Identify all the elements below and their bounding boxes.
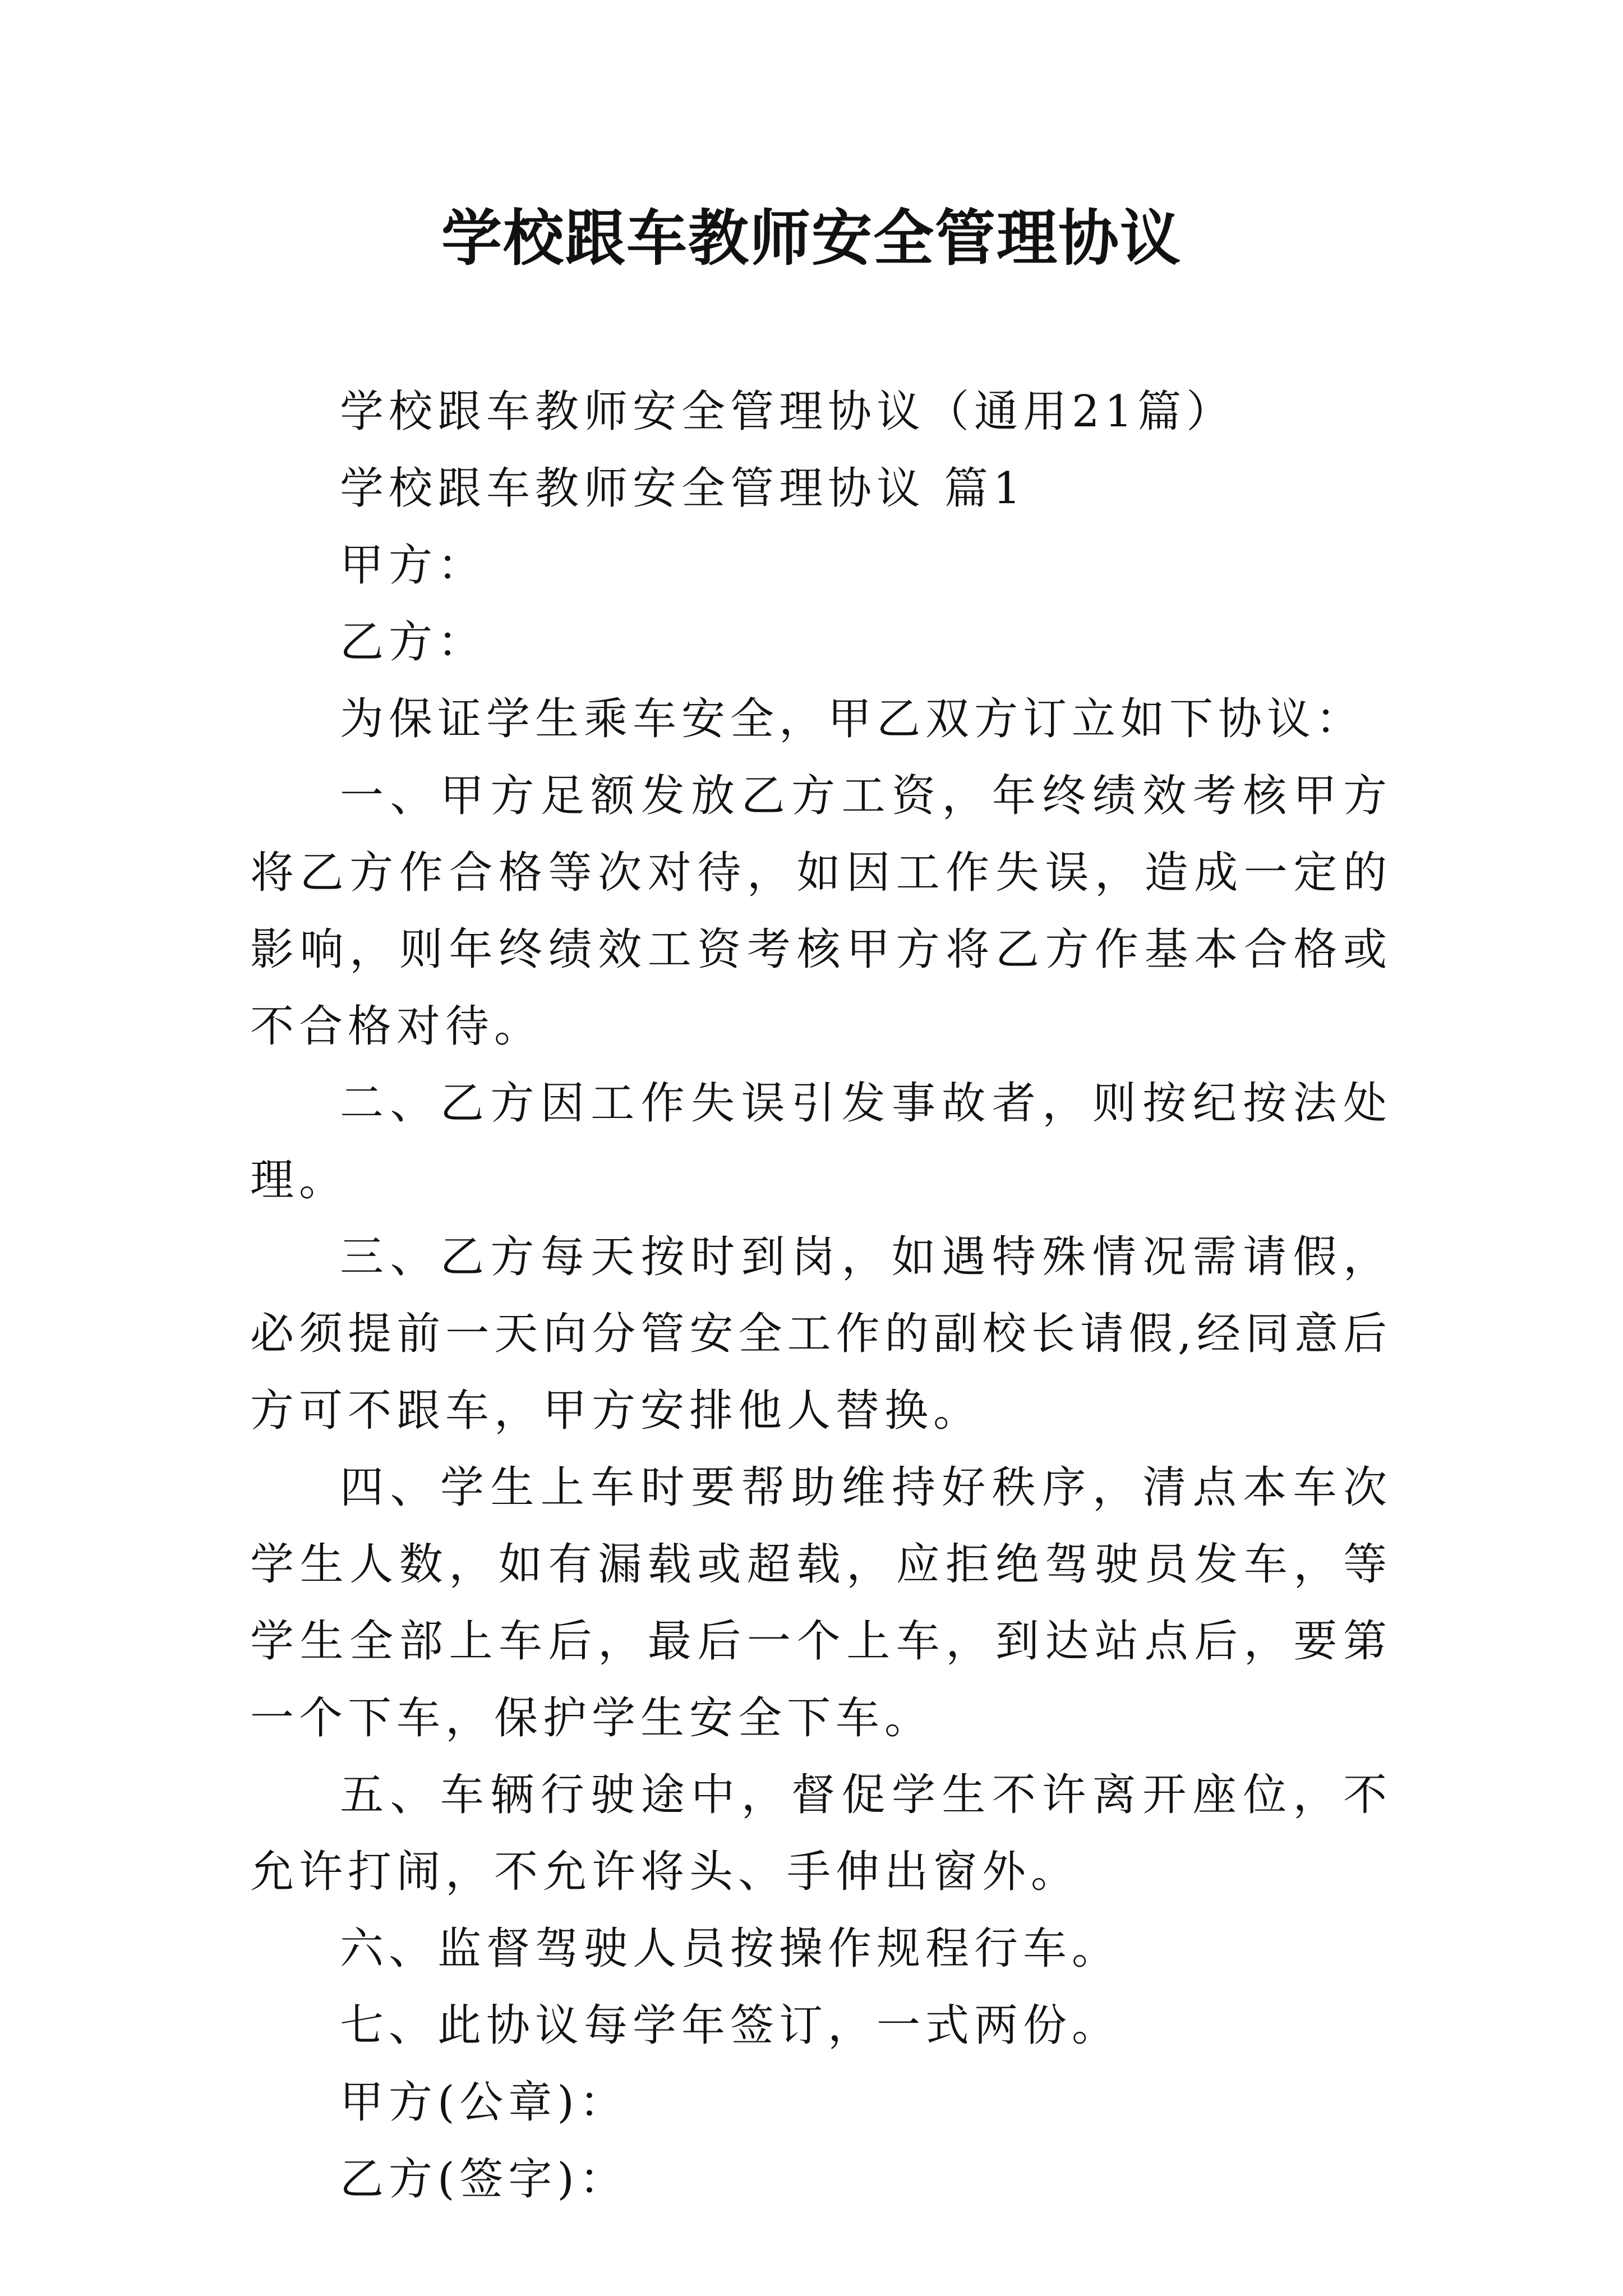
clause-1: 一、甲方足额发放乙方工资，年终绩效考核甲方将乙方作合格等次对待，如因工作失误，造成一定的影响，则年终绩效工资考核甲方将乙方作基本合格或不合格对待。 — [250, 771, 1392, 1052]
clause-6: 六、监督驾驶人员按操作规程行车。 — [340, 1924, 1121, 1974]
clause-4: 四、学生上车时要帮助维持好秩序，清点本车次学生人数，如有漏载或超载，应拒绝驾驶员发车，等学生全部上车后，最后一个上车，到达站点后，要第一个下车，保护学生安全下车。 — [250, 1462, 1392, 1743]
party-b-line: 乙方： — [340, 617, 487, 668]
clause-5: 五、车辆行驶途中，督促学生不许离开座位，不允许打闹，不允许将头、手伸出窗外。 — [250, 1770, 1392, 1897]
subtitle-paragraph: 学校跟车教师安全管理协议（通用21篇） — [340, 386, 1235, 437]
clause-3: 三、乙方每天按时到岗，如遇特殊情况需请假，必须提前一天向分管安全工作的副校长请假,经同意后方可不跟车，甲方安排他人替换。 — [250, 1232, 1392, 1436]
party-b-signature-line: 乙方(签字)： — [340, 2154, 628, 2205]
clause-2: 二、乙方因工作失误引发事故者，则按纪按法处理。 — [250, 1078, 1392, 1205]
intro-paragraph: 为保证学生乘车安全，甲乙双方订立如下协议： — [340, 694, 1365, 744]
party-a-line: 甲方： — [340, 540, 487, 591]
document-body — [250, 374, 1392, 2218]
section-heading: 学校跟车教师安全管理协议 篇1 — [340, 463, 1026, 514]
document-title: 学校跟车教师安全管理协议 — [441, 203, 1182, 274]
party-a-seal-line: 甲方(公章)： — [340, 2077, 628, 2128]
clause-7: 七、此协议每学年签订，一式两份。 — [340, 2000, 1121, 2051]
